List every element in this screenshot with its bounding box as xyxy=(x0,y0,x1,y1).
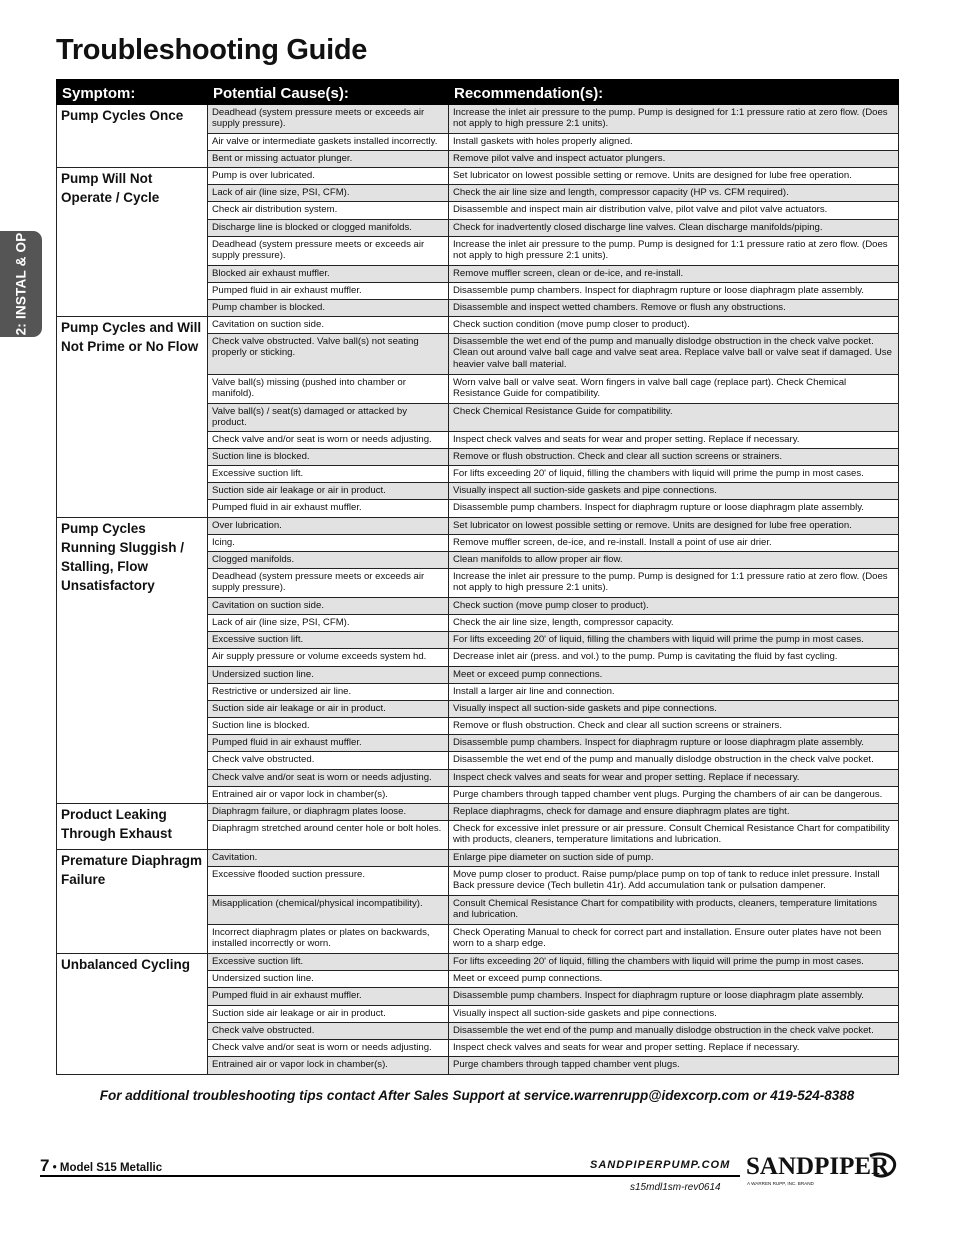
table-row xyxy=(57,849,899,866)
recommendation-cell: Move pump closer to product. Raise pump/place pump on top of tank to reduce inlet pressure. Install Back pressure device (Tech bulletin 41r). Add accumulation tank or pulsation dampener. xyxy=(449,866,899,895)
website-link[interactable]: SANDPIPERPUMP.COM xyxy=(590,1159,731,1171)
page-footer-label xyxy=(40,1156,162,1176)
cause-cell: Suction side air leakage or air in product. xyxy=(208,700,449,717)
recommendation-cell: Clean manifolds to allow proper air flow. xyxy=(449,551,899,568)
cause-cell: Excessive suction lift. xyxy=(208,631,449,648)
symptom-cell: Pump Cycles and Will Not Prime or No Flow xyxy=(57,317,208,518)
cause-cell: Icing. xyxy=(208,534,449,551)
recommendation-cell: Disassemble pump chambers. Inspect for diaphragm rupture or loose diaphragm plate assembly. xyxy=(449,499,899,517)
table-row xyxy=(57,317,899,334)
recommendation-cell: Meet or exceed pump connections. xyxy=(449,970,899,987)
cause-cell: Pump chamber is blocked. xyxy=(208,300,449,317)
recommendation-cell: Inspect check valves and seats for wear and proper setting. Replace if necessary. xyxy=(449,769,899,786)
recommendation-cell: Visually inspect all suction-side gaskets and pipe connections. xyxy=(449,482,899,499)
cause-cell: Bent or missing actuator plunger. xyxy=(208,151,449,168)
recommendation-cell: Increase the inlet air pressure to the pump. Pump is designed for 1:1 pressure ratio at zero flow. (Does not apply to high pressure 2:1 units). xyxy=(449,237,899,266)
cause-cell: Suction line is blocked. xyxy=(208,717,449,734)
cause-cell: Lack of air (line size, PSI, CFM). xyxy=(208,185,449,202)
sandpiper-logo xyxy=(744,1144,900,1190)
recommendation-cell: For lifts exceeding 20' of liquid, filling the chambers with liquid will prime the pump in most cases. xyxy=(449,953,899,970)
cause-cell: Suction side air leakage or air in product. xyxy=(208,1005,449,1022)
recommendation-cell: Disassemble the wet end of the pump and manually dislodge obstruction in the check valve pocket. xyxy=(449,1022,899,1039)
cause-cell: Entrained air or vapor lock in chamber(s). xyxy=(208,786,449,803)
recommendation-cell: Purge chambers through tapped chamber vent plugs. Purging the chambers of air can be dangerous. xyxy=(449,786,899,803)
cause-cell: Check valve obstructed. Valve ball(s) not seating properly or sticking. xyxy=(208,334,449,375)
recommendation-cell: Remove pilot valve and inspect actuator plungers. xyxy=(449,151,899,168)
cause-cell: Misapplication (chemical/physical incompatibility). xyxy=(208,895,449,924)
table-row xyxy=(57,953,899,970)
cause-cell: Excessive suction lift. xyxy=(208,465,449,482)
symptom-cell: Pump Will Not Operate / Cycle xyxy=(57,168,208,317)
symptom-cell: Pump Cycles Once xyxy=(57,105,208,168)
recommendation-cell: For lifts exceeding 20' of liquid, filling the chambers with liquid will prime the pump in most cases. xyxy=(449,465,899,482)
cause-cell: Over lubrication. xyxy=(208,517,449,534)
recommendation-cell: Disassemble and inspect wetted chambers. Remove or flush any obstructions. xyxy=(449,300,899,317)
recommendation-cell: Disassemble pump chambers. Inspect for diaphragm rupture or loose diaphragm plate assembly. xyxy=(449,987,899,1005)
recommendation-cell: Check for inadvertently closed discharge line valves. Clean discharge manifolds/piping. xyxy=(449,220,899,237)
cause-cell: Lack of air (line size, PSI, CFM). xyxy=(208,614,449,631)
page-number: 7 xyxy=(40,1156,50,1175)
cause-cell: Deadhead (system pressure meets or exceeds air supply pressure). xyxy=(208,237,449,266)
recommendation-cell: Replace diaphragms, check for damage and ensure diaphragm plates are tight. xyxy=(449,803,899,820)
recommendation-cell: Check the air line size and length, compressor capacity (HP vs. CFM required). xyxy=(449,185,899,202)
cause-cell: Excessive flooded suction pressure. xyxy=(208,866,449,895)
cause-cell: Suction side air leakage or air in product. xyxy=(208,482,449,499)
cause-cell: Pump is over lubricated. xyxy=(208,168,449,185)
recommendation-cell: Visually inspect all suction-side gaskets and pipe connections. xyxy=(449,1005,899,1022)
footer-divider xyxy=(40,1175,740,1177)
cause-cell: Air supply pressure or volume exceeds system hd. xyxy=(208,648,449,666)
cause-cell: Valve ball(s) / seat(s) damaged or attacked by product. xyxy=(208,404,449,432)
cause-cell: Deadhead (system pressure meets or exceeds air supply pressure). xyxy=(208,105,449,134)
recommendation-cell: Set lubricator on lowest possible setting or remove. Units are designed for lube free operation. xyxy=(449,517,899,534)
cause-cell: Entrained air or vapor lock in chamber(s). xyxy=(208,1056,449,1074)
recommendation-cell: Visually inspect all suction-side gaskets and pipe connections. xyxy=(449,700,899,717)
recommendation-cell: Disassemble pump chambers. Inspect for diaphragm rupture or loose diaphragm plate assembly. xyxy=(449,283,899,300)
logo-wordmark: SANDPIPER xyxy=(746,1153,890,1180)
recommendation-cell: Meet or exceed pump connections. xyxy=(449,666,899,683)
symptom-cell: Pump Cycles Running Sluggish / Stalling, Flow Unsatisfactory xyxy=(57,517,208,803)
recommendation-cell: Check the air line size, length, compressor capacity. xyxy=(449,614,899,631)
recommendation-cell: Worn valve ball or valve seat. Worn fingers in valve ball cage (replace part). Check Chemical Resistance Guide for compatibility. xyxy=(449,375,899,404)
recommendation-cell: For lifts exceeding 20' of liquid, filling the chambers with liquid will prime the pump in most cases. xyxy=(449,631,899,648)
cause-cell: Cavitation on suction side. xyxy=(208,597,449,614)
recommendation-cell: Install gaskets with holes properly aligned. xyxy=(449,134,899,151)
troubleshooting-table xyxy=(56,79,899,1075)
recommendation-cell: Remove or flush obstruction. Check and clear all suction screens or strainers. xyxy=(449,448,899,465)
recommendation-cell: Remove muffler screen, de-ice, and re-install. Install a point of use air drier. xyxy=(449,534,899,551)
table-row xyxy=(57,517,899,534)
recommendation-cell: Purge chambers through tapped chamber vent plugs. xyxy=(449,1056,899,1074)
recommendation-cell: Check suction (move pump closer to product). xyxy=(449,597,899,614)
cause-cell: Check valve and/or seat is worn or needs adjusting. xyxy=(208,769,449,786)
document-revision: s15mdl1sm-rev0614 xyxy=(630,1182,721,1193)
cause-cell: Pumped fluid in air exhaust muffler. xyxy=(208,283,449,300)
symptom-cell: Product Leaking Through Exhaust xyxy=(57,803,208,849)
recommendation-cell: Increase the inlet air pressure to the pump. Pump is designed for 1:1 pressure ratio at zero flow. (Does not apply to high pressure 2:1 units). xyxy=(449,568,899,597)
cause-cell: Incorrect diaphragm plates or plates on backwards, installed incorrectly or worn. xyxy=(208,924,449,953)
recommendation-cell: Check for excessive inlet pressure or air pressure. Consult Chemical Resistance Chart for compatibility with products, cleaners, temperature limitations and lubrication. xyxy=(449,820,899,849)
recommendation-cell: Disassemble the wet end of the pump and manually dislodge obstruction in the check valve pocket. Clean out around valve ball cage and valve seat area. Replace valve ball or valve seat if damaged. Use heavier valve ball material. xyxy=(449,334,899,375)
recommendation-cell: Disassemble pump chambers. Inspect for diaphragm rupture or loose diaphragm plate assembly. xyxy=(449,734,899,751)
cause-cell: Blocked air exhaust muffler. xyxy=(208,266,449,283)
table-row xyxy=(57,105,899,134)
recommendation-cell: Check suction condition (move pump closer to product). xyxy=(449,317,899,334)
recommendation-cell: Decrease inlet air (press. and vol.) to the pump. Pump is cavitating the fluid by fast cycling. xyxy=(449,648,899,666)
recommendation-cell: Consult Chemical Resistance Chart for compatibility with products, cleaners, temperature limitations and lubrication. xyxy=(449,895,899,924)
recommendation-cell: Install a larger air line and connection. xyxy=(449,683,899,700)
cause-cell: Diaphragm stretched around center hole or bolt holes. xyxy=(208,820,449,849)
cause-cell: Check valve obstructed. xyxy=(208,1022,449,1039)
cause-cell: Discharge line is blocked or clogged manifolds. xyxy=(208,220,449,237)
cause-cell: Check valve and/or seat is worn or needs adjusting. xyxy=(208,431,449,448)
page-title: Troubleshooting Guide xyxy=(56,34,368,66)
symptom-cell: Unbalanced Cycling xyxy=(57,953,208,1074)
table-row xyxy=(57,803,899,820)
table-header-row xyxy=(57,80,899,105)
symptom-cell: Premature Diaphragm Failure xyxy=(57,849,208,953)
support-contact-note: For additional troubleshooting tips contact After Sales Support at service.warrenrupp@idexcorp.com or 419-524-8388 xyxy=(99,1088,855,1103)
cause-cell: Pumped fluid in air exhaust muffler. xyxy=(208,499,449,517)
cause-cell: Clogged manifolds. xyxy=(208,551,449,568)
logo-tagline: A WARREN RUPP, INC. BRAND xyxy=(747,1181,814,1186)
recommendation-cell: Inspect check valves and seats for wear and proper setting. Replace if necessary. xyxy=(449,1039,899,1056)
recommendation-cell: Set lubricator on lowest possible setting or remove. Units are designed for lube free operation. xyxy=(449,168,899,185)
recommendation-cell: Remove muffler screen, clean or de-ice, and re-install. xyxy=(449,266,899,283)
cause-cell: Cavitation. xyxy=(208,849,449,866)
cause-cell: Check air distribution system. xyxy=(208,202,449,220)
header-potential-causes: Potential Cause(s): xyxy=(208,80,449,105)
model-name: • Model S15 Metallic xyxy=(52,1162,163,1174)
recommendation-cell: Check Chemical Resistance Guide for compatibility. xyxy=(449,404,899,432)
header-recommendations: Recommendation(s): xyxy=(449,80,899,105)
cause-cell: Restrictive or undersized air line. xyxy=(208,683,449,700)
cause-cell: Cavitation on suction side. xyxy=(208,317,449,334)
recommendation-cell: Increase the inlet air pressure to the pump. Pump is designed for 1:1 pressure ratio at zero flow. (Does not apply to high pressure 2:1 units). xyxy=(449,105,899,134)
recommendation-cell: Inspect check valves and seats for wear and proper setting. Replace if necessary. xyxy=(449,431,899,448)
table-row xyxy=(57,168,899,185)
cause-cell: Diaphragm failure, or diaphragm plates loose. xyxy=(208,803,449,820)
section-side-tab xyxy=(0,231,42,337)
recommendation-cell: Remove or flush obstruction. Check and clear all suction screens or strainers. xyxy=(449,717,899,734)
table-body xyxy=(57,105,899,1075)
recommendation-cell: Check Operating Manual to check for correct part and installation. Ensure outer plates have not been worn to a sharp edge. xyxy=(449,924,899,953)
cause-cell: Valve ball(s) missing (pushed into chamber or manifold). xyxy=(208,375,449,404)
cause-cell: Air valve or intermediate gaskets installed incorrectly. xyxy=(208,134,449,151)
cause-cell: Suction line is blocked. xyxy=(208,448,449,465)
cause-cell: Undersized suction line. xyxy=(208,666,449,683)
cause-cell: Pumped fluid in air exhaust muffler. xyxy=(208,734,449,751)
recommendation-cell: Disassemble and inspect main air distribution valve, pilot valve and pilot valve actuators. xyxy=(449,202,899,220)
recommendation-cell: Disassemble the wet end of the pump and manually dislodge obstruction in the check valve pocket. xyxy=(449,751,899,769)
cause-cell: Excessive suction lift. xyxy=(208,953,449,970)
cause-cell: Undersized suction line. xyxy=(208,970,449,987)
cause-cell: Check valve and/or seat is worn or needs adjusting. xyxy=(208,1039,449,1056)
cause-cell: Check valve obstructed. xyxy=(208,751,449,769)
recommendation-cell: Enlarge pipe diameter on suction side of pump. xyxy=(449,849,899,866)
cause-cell: Pumped fluid in air exhaust muffler. xyxy=(208,987,449,1005)
side-tab-label: 2: INSTAL & OP xyxy=(13,232,29,336)
header-symptom: Symptom: xyxy=(57,80,208,105)
cause-cell: Deadhead (system pressure meets or exceeds air supply pressure). xyxy=(208,568,449,597)
